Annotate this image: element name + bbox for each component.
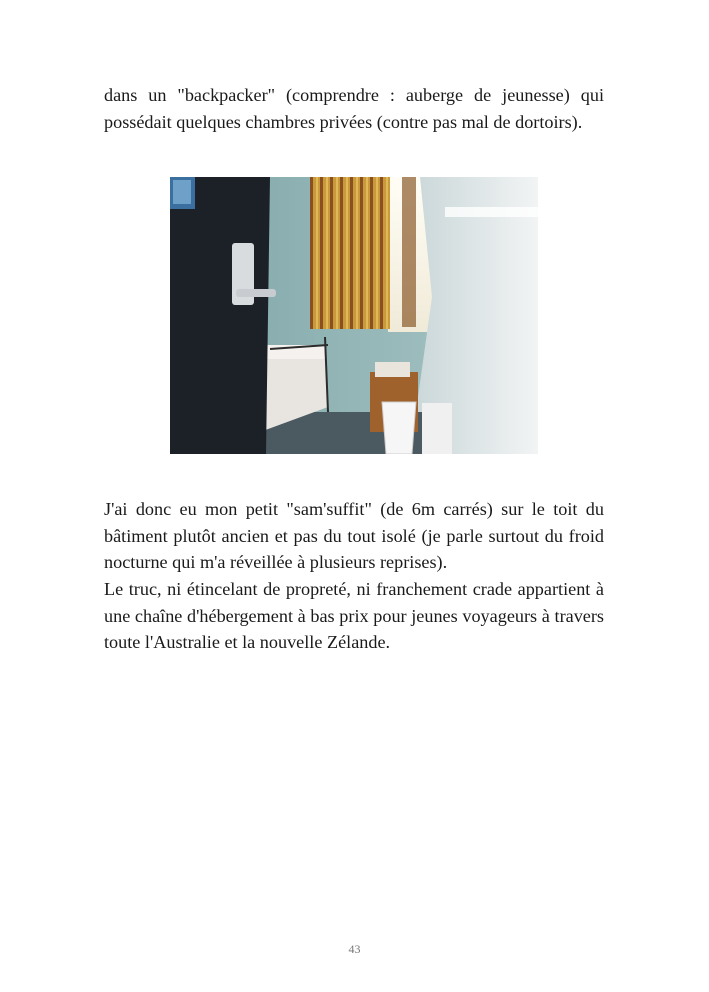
page-number: 43 — [348, 942, 361, 956]
paragraph-chain: Le truc, ni étincelant de propreté, ni franchement crade appartient à une chaîne d'hébergement à bas prix pour jeunes voyageurs à travers toute l'Australie et la nouvelle Zélande. — [104, 579, 604, 652]
paragraph-intro: dans un "backpacker" (comprendre : auberge de jeunesse) qui possédait quelques chambres privées (contre pas mal de dortoirs). — [104, 85, 604, 132]
room-photo — [170, 177, 538, 454]
paragraph-room: J'ai donc eu mon petit "sam'suffit" (de 6m carrés) sur le toit du bâtiment plutôt ancien et pas du tout isolé (je parle surtout du froid nocturne qui m'a réveillée à plusieurs reprises). — [104, 499, 604, 572]
